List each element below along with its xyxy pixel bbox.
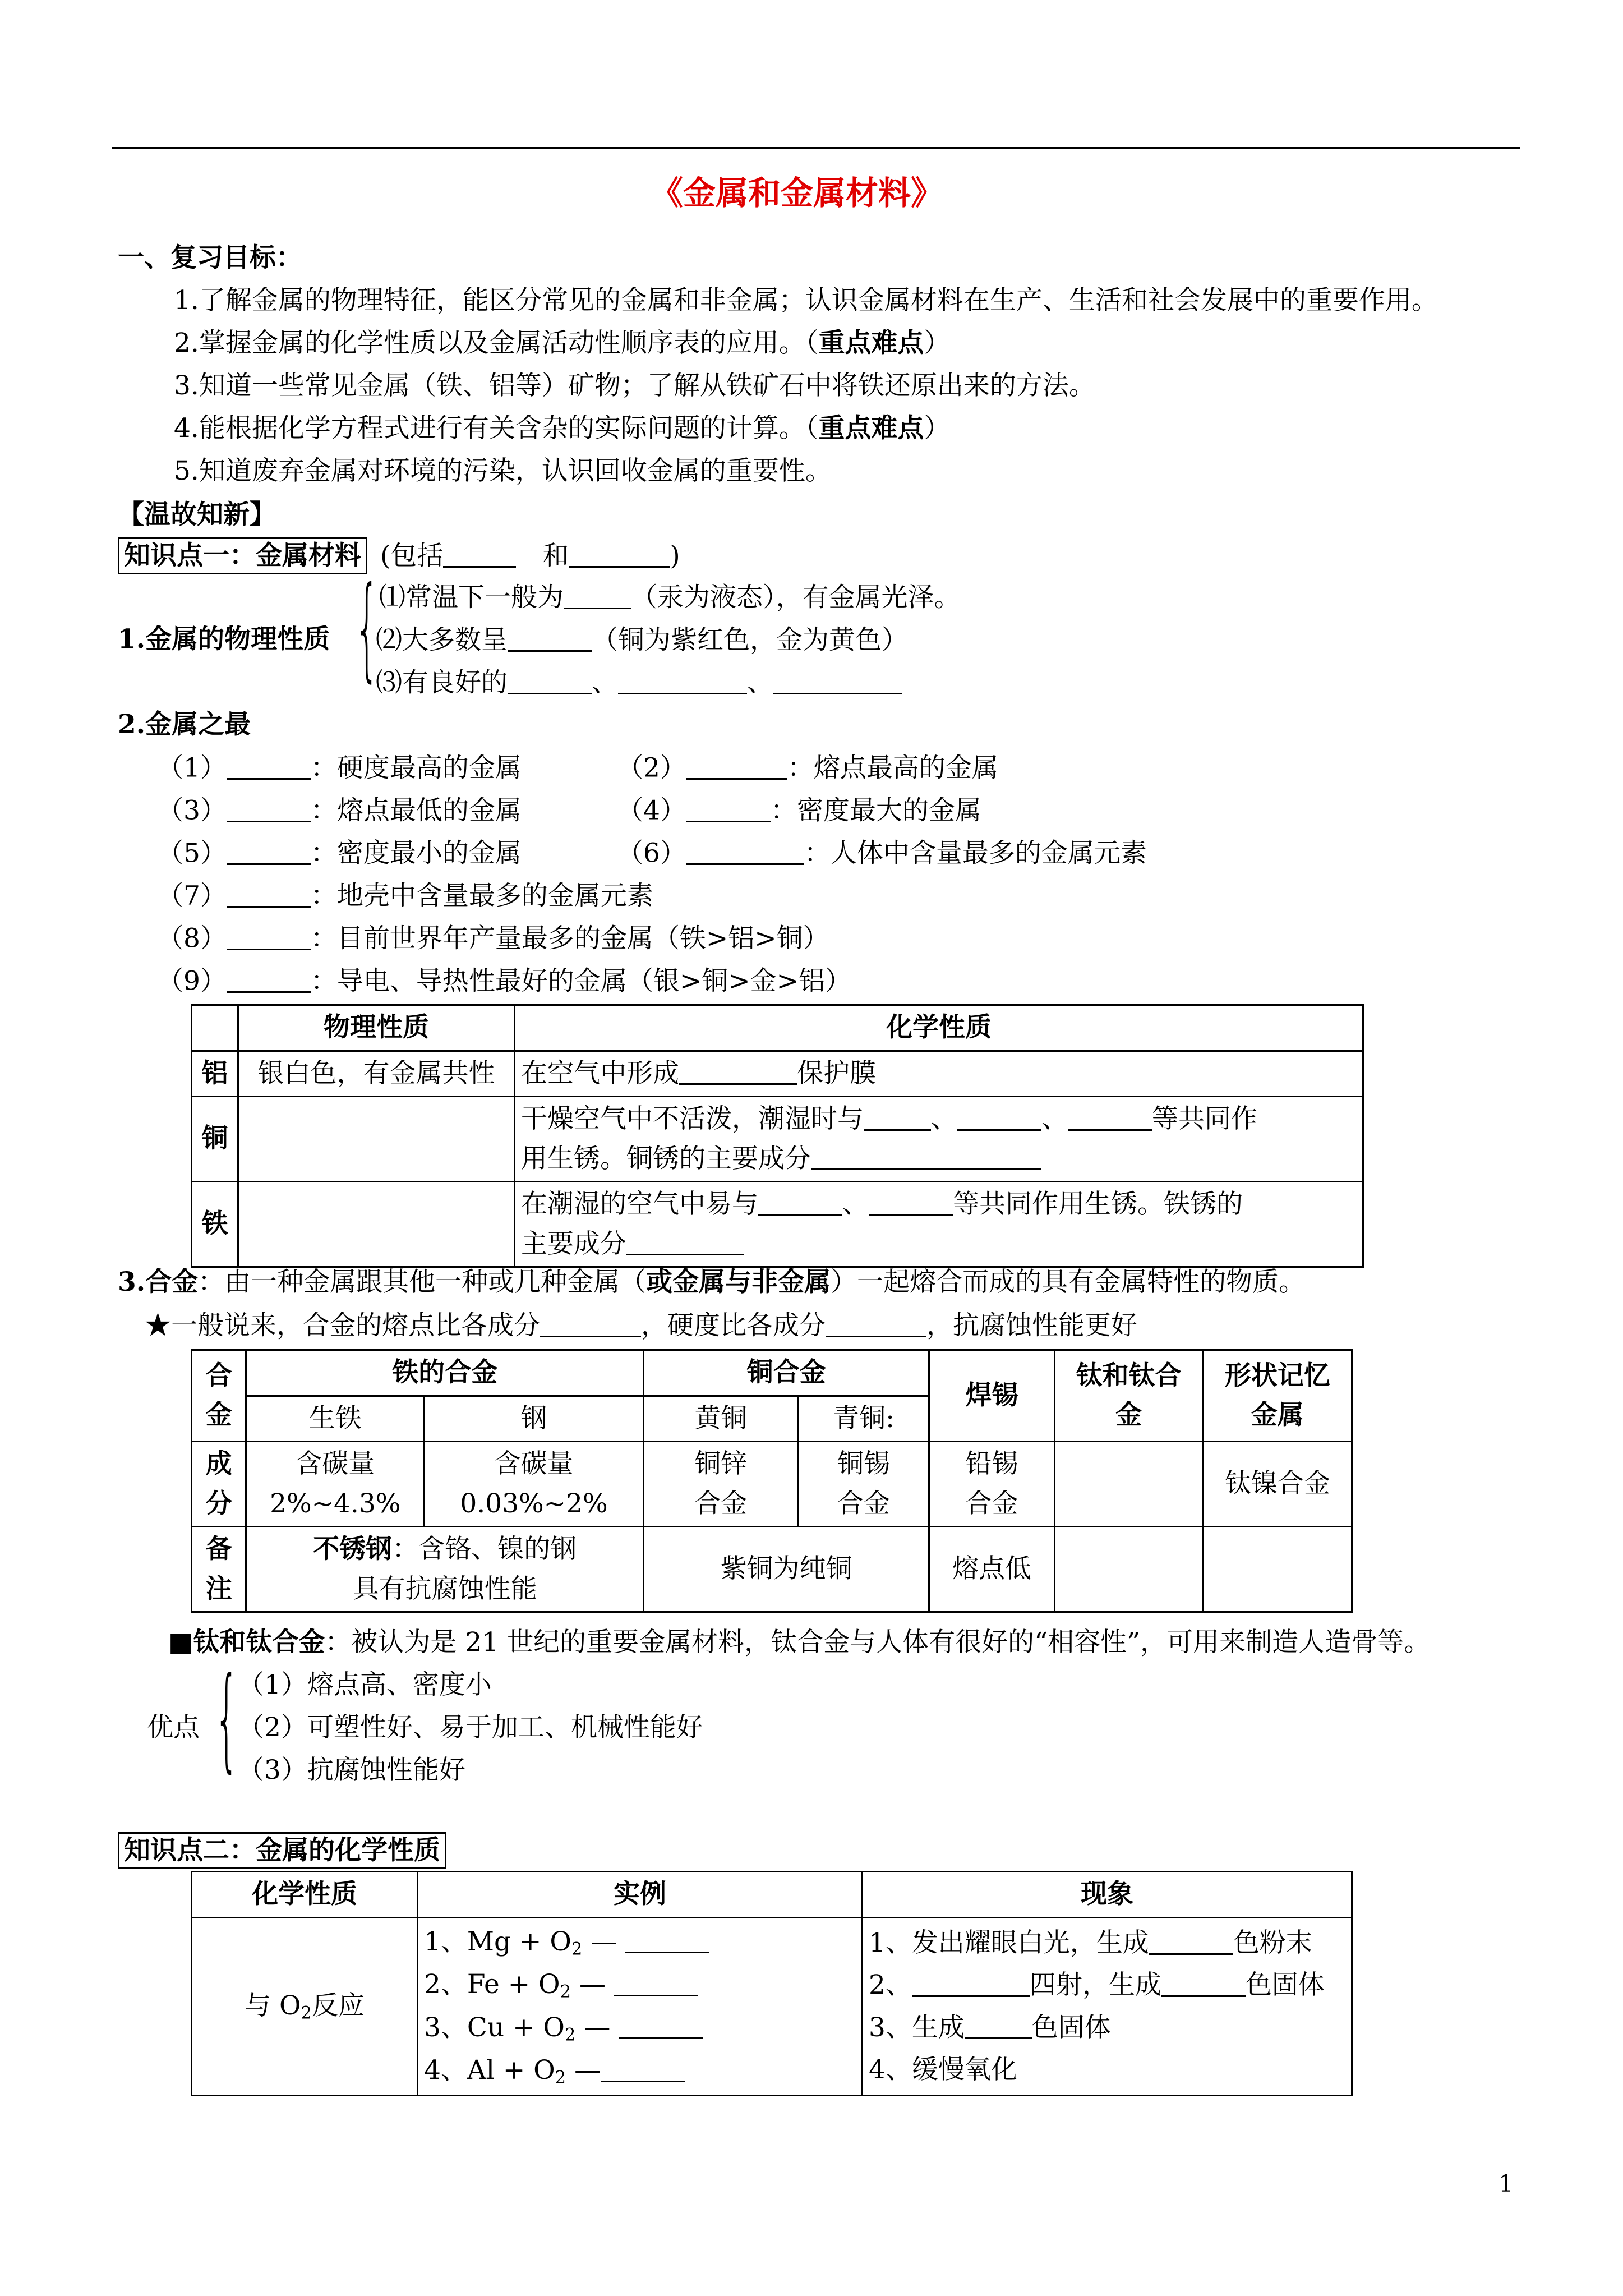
header-brass: 黄铜 [643, 1396, 798, 1442]
col-header-example: 实例 [418, 1872, 863, 1918]
advantage-item: （2）可塑性好、易于加工、机械性能好 [238, 1712, 703, 1743]
page-number: 1 [1498, 2170, 1514, 2197]
titanium-description: ■钛和钛合金：被认为是 21 世纪的重要金属材料，钛合金与人体有很好的“相容性”，可用来制造人造骨等。 [168, 1627, 1431, 1658]
superlative-item: （5） ：密度最小的金属 [157, 838, 522, 869]
header-steel: 钢 [425, 1396, 644, 1442]
superlative-item: （1） ：硬度最高的金属 [157, 752, 522, 784]
document-title: 《金属和金属材料》 [651, 174, 944, 212]
advantages-label: 优点 [147, 1712, 200, 1743]
pig-iron-composition: 含碳量 2%~4.3% [246, 1442, 425, 1527]
superlative-item: （6） ：人体中含量最多的金属元素 [617, 838, 1147, 869]
objective-3: 3.知道一些常见金属（铁、铝等）矿物；了解从铁矿石中将铁还原出来的方法。 [174, 370, 1095, 401]
alloy-definition: 3.合金：由一种金属跟其他一种或几种金属（或金属与非金属）一起熔合而成的具有金属特性的物质。 [118, 1267, 1306, 1297]
objective-5: 5.知道废弃金属对环境的污染，认识回收金属的重要性。 [174, 455, 832, 486]
alloy-properties-note: ★一般说来，合金的熔点比各成分 ，硬度比各成分 ，抗腐蚀性能更好 [145, 1310, 1137, 1341]
shape-memory-composition: 钛镍合金 [1203, 1442, 1352, 1527]
row-header-notes: 备 注 [192, 1527, 246, 1612]
alloy-table [191, 1349, 1353, 1613]
header-copper-alloys: 铜合金 [643, 1350, 929, 1396]
header-iron-alloys: 铁的合金 [246, 1350, 644, 1396]
objective-4: 4.能根据化学方程式进行有关含杂的实际问题的计算。（重点难点） [174, 413, 951, 444]
objectives-heading: 一、复习目标： [118, 242, 302, 273]
superlative-item: （7） ：地壳中含量最多的金属元素 [157, 880, 653, 912]
kp1-include: (包括 和 ) [380, 540, 680, 572]
left-brace: { [354, 563, 380, 693]
physical-property-2: ⑵大多数呈 （铜为紫红色，金为黄色） [376, 624, 908, 656]
superlative-item: （8） ：目前世界年产量最多的金属（铁>铝>铜） [157, 923, 829, 954]
left-brace: { [214, 1653, 239, 1784]
row-header-composition: 成 分 [192, 1442, 246, 1527]
header-bronze: 青铜: [798, 1396, 929, 1442]
chemical-properties-table [191, 1871, 1353, 2096]
solder-note: 熔点低 [929, 1527, 1054, 1612]
metal-properties-table [191, 1004, 1364, 1268]
oxygen-reaction-phenomena: 1、发出耀眼白光，生成 色粉末 2、 四射，生成 色固体 3、生成 色固体 4、缓慢氧化 [863, 1917, 1352, 2095]
row-header-fe: 铁 [192, 1182, 238, 1267]
oxygen-reaction-examples: 1、$Mg + O_2$ — 2、$Fe + O_2$ — 3、$Cu + O_2$ — 4、$Al + O_2$ — [418, 1917, 863, 2095]
stainless-steel-note: 不锈钢：含铬、镍的钢 具有抗腐蚀性能 [246, 1527, 644, 1612]
superlative-item: （2） ：熔点最高的金属 [617, 752, 998, 784]
superlatives-title: 2.金属之最 [118, 709, 251, 740]
col-header-property: 化学性质 [192, 1872, 418, 1918]
alloy-corner: 合 金 [192, 1350, 246, 1442]
oxygen-reaction-label: 与 $O_2$反应 [192, 1917, 418, 2095]
advantage-item: （1）熔点高、密度小 [238, 1669, 492, 1700]
al-physical: 银白色，有金属共性 [238, 1051, 515, 1097]
objective-2: 2.掌握金属的化学性质以及金属活动性顺序表的应用。（重点难点） [174, 328, 951, 358]
brass-composition: 铜锌 合金 [643, 1442, 798, 1527]
bronze-composition: 铜锡 合金 [798, 1442, 929, 1527]
row-header-cu: 铜 [192, 1097, 238, 1182]
col-header-physical: 物理性质 [238, 1005, 515, 1051]
superlative-item: （3） ：熔点最低的金属 [157, 795, 522, 826]
steel-composition: 含碳量 0.03%~2% [425, 1442, 644, 1527]
col-header-chemical: 化学性质 [515, 1005, 1363, 1051]
cu-chemical: 干燥空气中不活泼，潮湿时与 、 、 等共同作 用生锈。铜锈的主要成分 [515, 1097, 1363, 1182]
kp2-label: 知识点二：金属的化学性质 [118, 1832, 446, 1869]
kp1-label: 知识点一：金属材料 [118, 537, 367, 574]
al-chemical: 在空气中形成 保护膜 [515, 1051, 1363, 1097]
header-rule [112, 147, 1520, 149]
physical-property-1: ⑴常温下一般为 （汞为液态），有金属光泽。 [379, 582, 961, 613]
header-pig-iron: 生铁 [246, 1396, 425, 1442]
header-solder: 焊锡 [929, 1350, 1054, 1442]
physical-properties-title: 1.金属的物理性质 [118, 624, 330, 655]
copper-note: 紫铜为纯铜 [643, 1527, 929, 1612]
objective-1: 1.了解金属的物理特征，能区分常见的金属和非金属；认识金属材料在生产、生活和社会发展中的重要作用。 [174, 285, 1438, 316]
superlative-item: （9） ：导电、导热性最好的金属（银>铜>金>铝） [157, 965, 852, 997]
col-header-phenomenon: 现象 [863, 1872, 1352, 1918]
header-titanium: 钛和钛合 金 [1054, 1350, 1203, 1442]
advantage-item: （3）抗腐蚀性能好 [238, 1755, 465, 1786]
header-shape-memory: 形状记忆 金属 [1203, 1350, 1352, 1442]
solder-composition: 铅锡 合金 [929, 1442, 1054, 1527]
physical-property-3: ⑶有良好的 、 、 [376, 666, 902, 699]
row-header-al: 铝 [192, 1051, 238, 1097]
review-heading: 【温故知新】 [118, 499, 276, 530]
superlative-item: （4） ：密度最大的金属 [617, 795, 981, 826]
fe-chemical: 在潮湿的空气中易与 、 等共同作用生锈。铁锈的 主要成分 [515, 1182, 1363, 1267]
